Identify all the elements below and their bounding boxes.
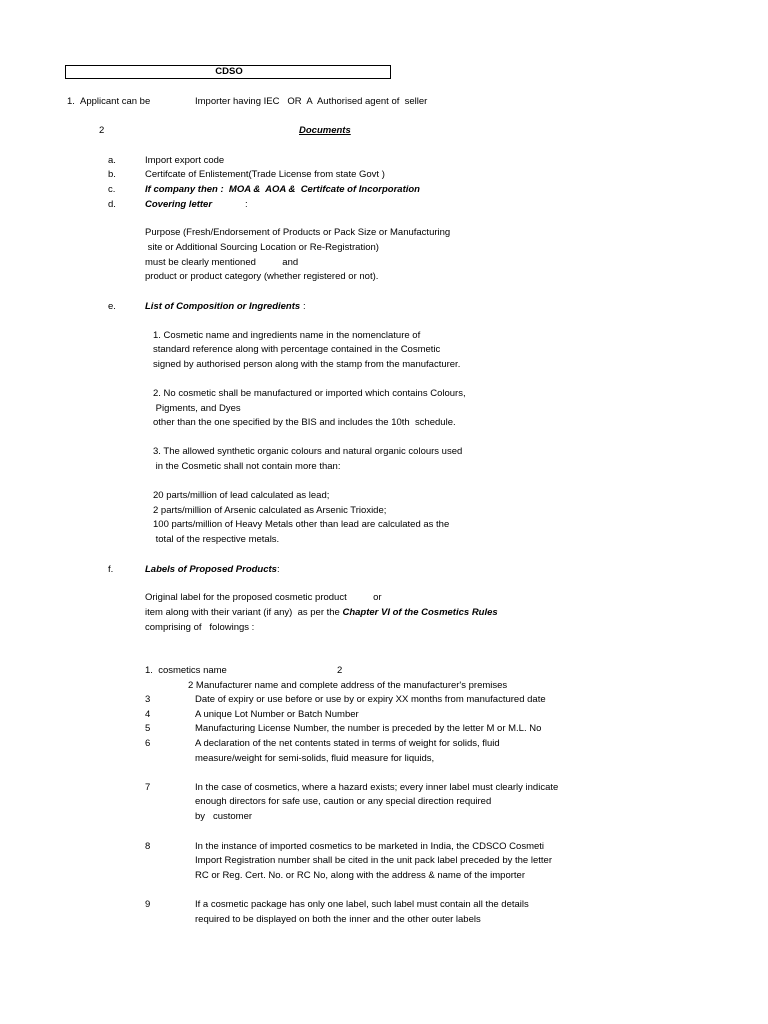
item-a-marker: a. <box>108 155 116 166</box>
e-para3-line: in the Cosmetic shall not contain more than: <box>153 461 341 472</box>
f-body-text: item along with their variant (if any) as per the <box>145 607 343 618</box>
label-row-text: A unique Lot Number or Batch Number <box>195 709 359 720</box>
label-row-text: In the instance of imported cosmetics to be marketed in India, the CDSCO Cosmeti <box>195 841 545 852</box>
item-e-colon: : <box>303 301 306 312</box>
item-e-marker: e. <box>108 301 116 312</box>
label-row-number: 7 <box>145 782 151 793</box>
item-d-body-line: site or Additional Sourcing Location or Re-Registration) <box>145 242 379 253</box>
item-b-text: Certifcate of Enlistement(Trade License from state Govt ) <box>145 169 385 180</box>
item-f-marker: f. <box>108 564 114 575</box>
f-body-reference: Chapter VI of the Cosmetics Rules <box>342 607 498 618</box>
item-a-text: Import export code <box>145 155 225 166</box>
item-d-body-line: must be clearly mentioned and <box>145 257 299 268</box>
label-row-text: RC or Reg. Cert. No. or RC No, along with the address & name of the importer <box>195 870 525 881</box>
label-row-text: measure/weight for semi-solids, fluid measure for liquids, <box>195 753 435 764</box>
label-row-text: If a cosmetic package has only one label, such label must contain all the details <box>195 899 529 910</box>
label-item-1: 1. cosmetics name <box>145 665 227 676</box>
e-para3-line: 3. The allowed synthetic organic colours and natural organic colours used <box>153 446 463 457</box>
label-row-text: enough directors for safe use, caution or any special direction required <box>195 796 492 807</box>
f-body-line: comprising of folowings : <box>145 622 255 633</box>
label-row-text: required to be displayed on both the inner and the other outer labels <box>195 914 481 925</box>
label-row-text: Manufacturing License Number, the number is preceded by the letter M or M.L. No <box>195 723 542 734</box>
label-row-number: 9 <box>145 899 151 910</box>
e-para1-line: signed by authorised person along with the stamp from the manufacturer. <box>153 359 461 370</box>
label-row-text: by customer <box>195 811 253 822</box>
label-item-2: 2 Manufacturer name and complete address of the manufacturer's premises <box>188 680 508 691</box>
e-para2-line: Pigments, and Dyes <box>153 403 241 414</box>
applicant-value: Importer having IEC OR A Authorised agent of seller <box>195 96 428 107</box>
item-f-title: Labels of Proposed Products <box>145 564 277 575</box>
e-limit-line: 100 parts/million of Heavy Metals other than lead are calculated as the <box>153 519 450 530</box>
item-f-colon: : <box>277 564 280 575</box>
e-para1-line: standard reference along with percentage contained in the Cosmetic <box>153 344 441 355</box>
applicant-label: Applicant can be <box>80 96 151 107</box>
header-box <box>65 65 391 79</box>
applicant-number: 1. <box>67 96 75 107</box>
label-row-number: 6 <box>145 738 151 749</box>
item-c-text: If company then : MOA & AOA & Certifcate of Incorporation <box>145 184 420 195</box>
e-para2-line: 2. No cosmetic shall be manufactured or imported which contains Colours, <box>153 388 466 399</box>
e-limit-line: 2 parts/million of Arsenic calculated as Arsenic Trioxide; <box>153 505 387 516</box>
label-row-text: In the case of cosmetics, where a hazard exists; every inner label must clearly indicate <box>195 782 559 793</box>
item-b-marker: b. <box>108 169 116 180</box>
item-d-colon: : <box>245 199 248 210</box>
label-row-number: 3 <box>145 694 151 705</box>
item-d-body-line: product or product category (whether registered or not). <box>145 271 379 282</box>
e-para1-line: 1. Cosmetic name and ingredients name in the nomenclature of <box>153 330 421 341</box>
label-item-1-two: 2 <box>337 665 343 676</box>
documents-title: Documents <box>299 125 351 136</box>
f-body-line <box>145 607 498 619</box>
item-d-marker: d. <box>108 199 116 210</box>
label-row-number: 4 <box>145 709 151 720</box>
e-limit-line: 20 parts/million of lead calculated as lead; <box>153 490 330 501</box>
item-e-title: List of Composition or Ingredients <box>145 301 301 312</box>
f-body-line: Original label for the proposed cosmetic product or <box>145 592 382 603</box>
e-para2-line: other than the one specified by the BIS and includes the 10th schedule. <box>153 417 456 428</box>
header-title: CDSO <box>215 66 243 77</box>
item-c-marker: c. <box>108 184 116 195</box>
label-row-number: 5 <box>145 723 151 734</box>
label-row-number: 8 <box>145 841 151 852</box>
label-row-text: A declaration of the net contents stated in terms of weight for solids, fluid <box>195 738 500 749</box>
label-row-text: Import Registration number shall be cited in the unit pack label preceded by the letter <box>195 855 552 866</box>
label-row-text: Date of expiry or use before or use by or expiry XX months from manufactured date <box>195 694 546 705</box>
item-d-body-line: Purpose (Fresh/Endorsement of Products or Pack Size or Manufacturing <box>145 227 451 238</box>
item-d-text: Covering letter <box>145 199 213 210</box>
documents-number: 2 <box>99 125 105 136</box>
e-limit-line: total of the respective metals. <box>153 534 280 545</box>
